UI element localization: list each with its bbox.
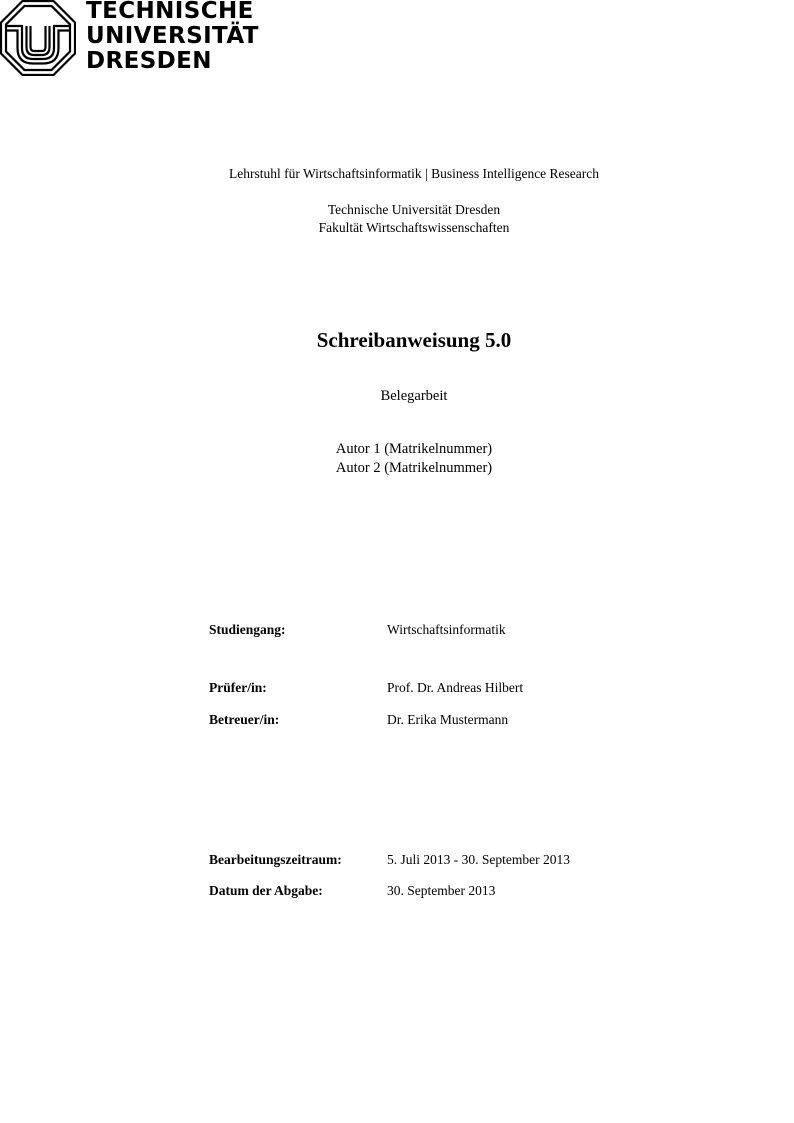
submission-label: Datum der Abgabe: bbox=[209, 883, 323, 898]
program-row bbox=[209, 622, 629, 642]
logo-line-3: DRESDEN bbox=[86, 48, 212, 74]
submission-value: 30. September 2013 bbox=[387, 883, 496, 898]
period-label: Bearbeitungszeitraum: bbox=[209, 852, 342, 867]
period-row bbox=[209, 852, 629, 872]
tu-dresden-emblem-icon bbox=[0, 0, 76, 76]
author-2: Autor 2 (Matrikelnummer) bbox=[335, 460, 493, 476]
examiner-label: Prüfer/in: bbox=[209, 680, 267, 695]
logo-line-1: TECHNISCHE bbox=[86, 0, 254, 24]
supervisor-label: Betreuer/in: bbox=[209, 712, 280, 727]
document-type: Belegarbeit bbox=[380, 388, 448, 404]
submission-row bbox=[209, 883, 629, 903]
supervisor-row bbox=[209, 712, 629, 732]
university-logo bbox=[0, 0, 270, 80]
examiner-value: Prof. Dr. Andreas Hilbert bbox=[387, 680, 524, 695]
chair-name: Lehrstuhl für Wirtschaftsinformatik | Business Intelligence Research bbox=[228, 166, 600, 181]
program-value: Wirtschaftsinformatik bbox=[387, 622, 506, 637]
logo-line-2: UNIVERSITÄT bbox=[86, 23, 259, 49]
logo-wordmark bbox=[86, 0, 259, 74]
document-title: Schreibanweisung 5.0 bbox=[316, 328, 512, 352]
program-label: Studiengang: bbox=[209, 622, 286, 637]
examiner-row bbox=[209, 680, 629, 700]
supervisor-value: Dr. Erika Mustermann bbox=[387, 712, 509, 727]
faculty-name: Fakultät Wirtschaftswissenschaften bbox=[318, 220, 510, 235]
university-name: Technische Universität Dresden bbox=[327, 202, 501, 217]
period-value: 5. Juli 2013 - 30. September 2013 bbox=[387, 852, 570, 867]
author-1: Autor 1 (Matrikelnummer) bbox=[335, 441, 493, 457]
